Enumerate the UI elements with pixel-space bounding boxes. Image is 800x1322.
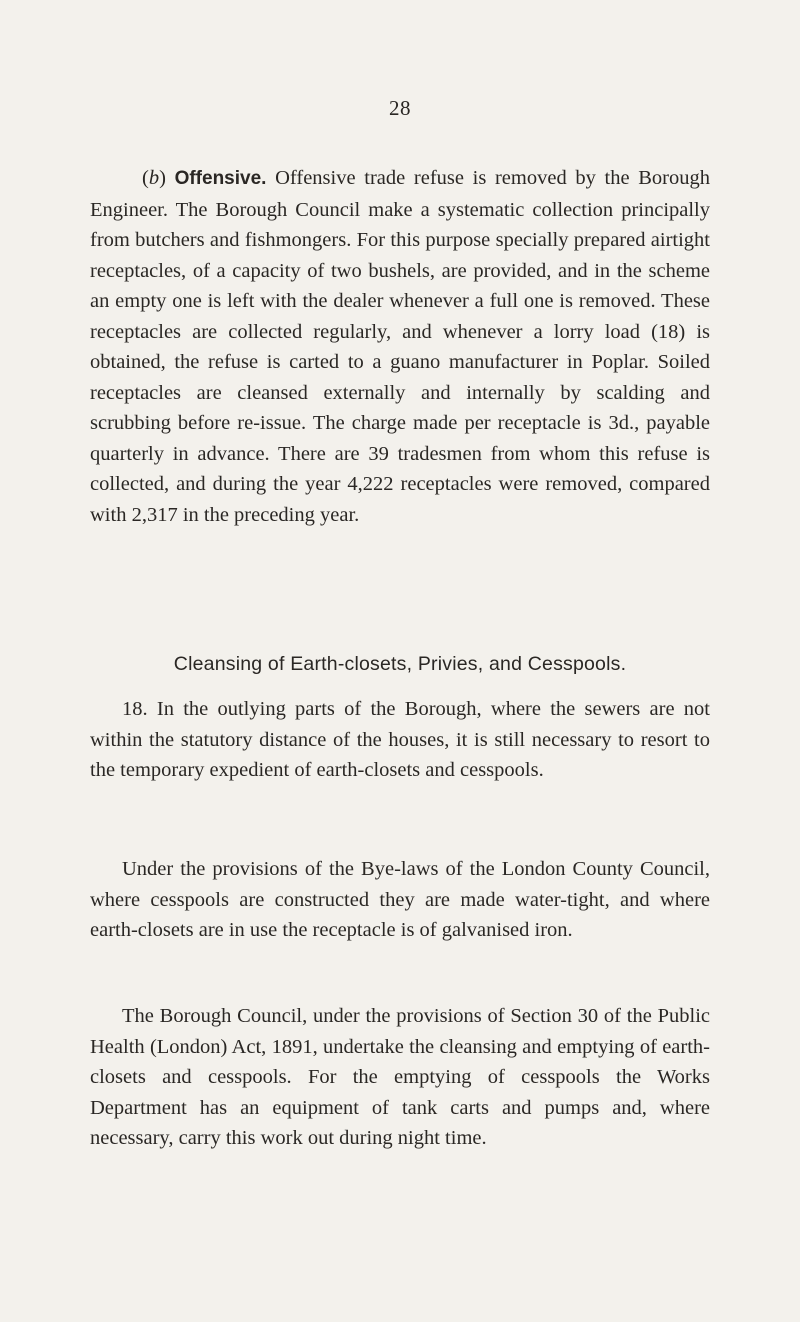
offensive-paragraph	[90, 163, 710, 530]
offensive-lead: Offensive.	[174, 168, 267, 189]
label-letter: b	[148, 167, 160, 189]
paragraph-18: 18. In the outlying parts of the Borough, where the sewers are not within the statutory distance of the houses, it is still necessary to resort to the temporary expedient of earth-closets and cesspools.	[90, 698, 710, 781]
page-number: 28	[389, 96, 411, 120]
subsection-label	[142, 167, 166, 189]
paragraph-borough-council: The Borough Council, under the provisions of Section 30 of the Public Health (London) Act, 1891, undertake the cleansing and emptying of earth-closets and cesspools. For the emptying of cesspools the Works Department has an equipment of tank carts and pumps and, where necessary, carry this work out during night time.	[90, 1005, 710, 1149]
paragraph-bye-laws: Under the provisions of the Bye-laws of the London County Council, where cesspools are constructed they are made water-tight, and where earth-closets are in use the receptacle is of galvanised iron.	[90, 858, 710, 941]
label-open: (	[142, 167, 149, 189]
label-close: )	[159, 167, 166, 189]
section-heading: Cleansing of Earth-closets, Privies, and Cesspools.	[173, 653, 627, 675]
offensive-text: Offensive trade refuse is removed by the Borough Engineer. The Borough Council make a systematic collection principally from butchers and fishmongers. For this purpose specially prepared airtight receptacles, of a capacity of two bushels, are provided, and in the scheme an empty one is left with the dealer whenever a full one is removed. These receptacles are collected regularly, and whenever a lorry load (18) is obtained, the refuse is carted to a guano manufacturer in Poplar. Soiled receptacles are cleansed externally and internally by scalding and scrubbing before re-issue. The charge made per receptacle is 3d., payable quarterly in advance. There are 39 tradesmen from whom this refuse is collected, and during the year 4,222 receptacles were removed, compared with 2,317 in the preceding year.	[90, 167, 710, 526]
